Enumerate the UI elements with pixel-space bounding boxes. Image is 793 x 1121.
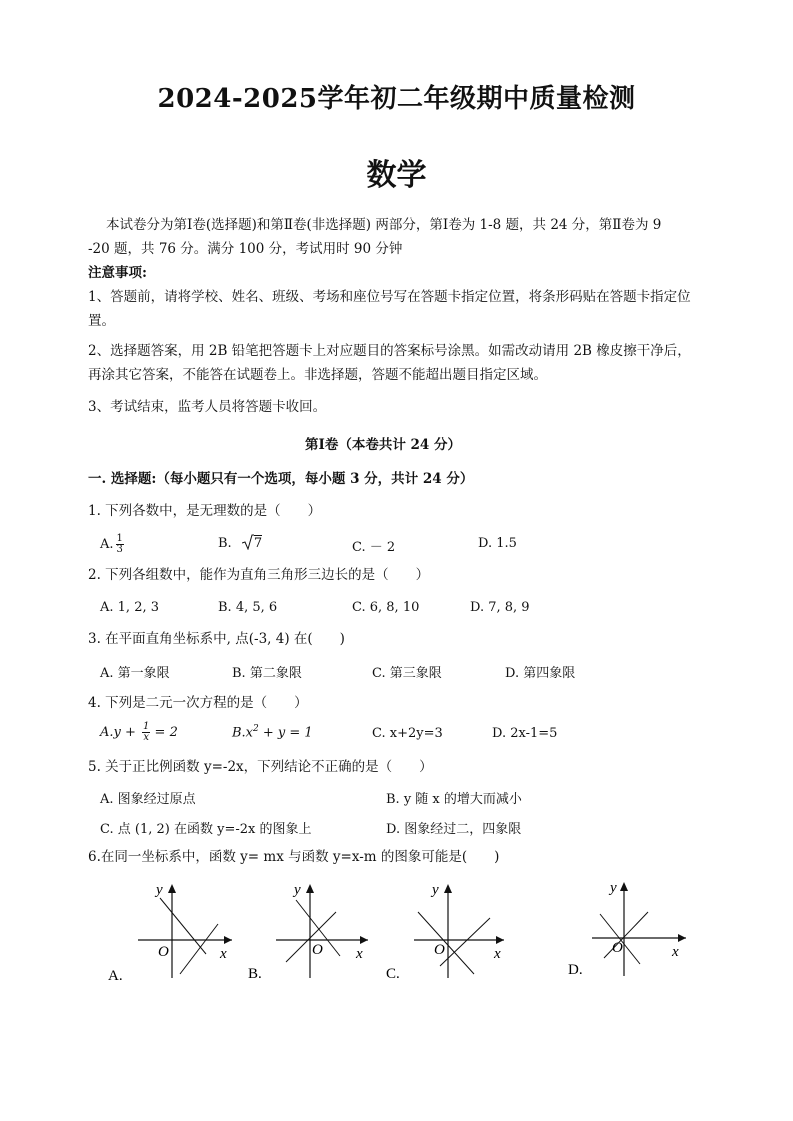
note-2-line-2: 再涂其它答案，不能答在试题卷上。非选择题，答题不能超出题目指定区域。 xyxy=(88,367,547,383)
origin-label: O xyxy=(434,942,445,958)
question-4-option-c: C. x+2y=3 xyxy=(372,726,443,741)
graph-b xyxy=(240,878,380,988)
origin-label: O xyxy=(312,942,323,958)
question-5-option-a: A. 图象经过原点 xyxy=(100,792,196,807)
note-1-line-1: 1、答题前，请将学校、姓名、班级、考场和座位号写在答题卡指定位置，将条形码贴在答题卡指定位 xyxy=(88,289,691,305)
subject-title: 数学 xyxy=(366,158,427,193)
note-1-line-2: 置。 xyxy=(88,313,115,329)
y-axis-label: y xyxy=(610,880,617,896)
question-3-option-d: D. 第四象限 xyxy=(505,666,576,681)
note-2-line-1: 2、选择题答案，用 2B 铅笔把答题卡上对应题目的答案标号涂黑。如需改动请用 2B 橡皮擦干净后， xyxy=(88,343,691,359)
question-3-option-c: C. 第三象限 xyxy=(372,666,442,681)
question-1-option-a: A. $\frac{1}{3}$ xyxy=(100,533,123,555)
question-2-option-d: D. 7, 8, 9 xyxy=(470,600,530,615)
question-5-option-c: C. 点 (1, 2) 在函数 y=-2x 的图象上 xyxy=(100,822,312,837)
intro-line-1: 本试卷分为第Ⅰ卷(选择题)和第Ⅱ卷(非选择题) 两部分，第Ⅰ卷为 1-8 题，共 24 分，第Ⅱ卷为 9 xyxy=(106,217,662,233)
question-1-option-c: C. － 2 xyxy=(352,540,396,555)
y-axis-label: y xyxy=(156,882,163,898)
x-axis-label: x xyxy=(494,946,501,962)
section-heading: 一. 选择题:（每小题只有一个选项，每小题 3 分，共计 24 分） xyxy=(88,471,474,487)
question-4-stem: 4. 下列是二元一次方程的是（ ） xyxy=(88,695,308,711)
question-5-option-b: B. y 随 x 的增大而减小 xyxy=(386,792,522,807)
question-2-option-b: B. 4, 5, 6 xyxy=(218,600,278,615)
y-axis-label: y xyxy=(432,882,439,898)
fraction: $\frac{1}{x}$ xyxy=(143,721,150,743)
question-1-option-b: B. 7 xyxy=(218,536,263,551)
part-title: 第Ⅰ卷（本卷共计 24 分） xyxy=(305,437,462,453)
question-3-option-a: A. 第一象限 xyxy=(100,666,170,681)
question-6-stem: 6.在同一坐标系中，函数 y= mx 与函数 y=x-m 的图象可能是( ) xyxy=(88,849,500,865)
graph-a xyxy=(100,878,240,988)
sqrt-icon xyxy=(242,534,254,550)
origin-label: O xyxy=(158,944,169,960)
question-4-option-d: D. 2x-1=5 xyxy=(492,726,558,741)
y-axis-label: y xyxy=(294,882,301,898)
page-title: 2024-2025学年初二年级期中质量检测 xyxy=(157,84,636,114)
question-4-option-a: A.y + $\frac{1}{x}$ = 2 xyxy=(100,721,178,743)
question-5-stem: 5. 关于正比例函数 y=-2x，下列结论不正确的是（ ） xyxy=(88,759,433,775)
graph-label: D. xyxy=(568,962,583,978)
question-1-option-d: D. 1.5 xyxy=(478,536,517,551)
question-3-stem: 3. 在平面直角坐标系中, 点(-3, 4) 在( ) xyxy=(88,631,345,647)
graph-d xyxy=(560,872,700,984)
question-5-option-d: D. 图象经过二，四象限 xyxy=(386,822,522,837)
fraction: $\frac{1}{3}$ xyxy=(116,533,123,555)
question-2-option-c: C. 6, 8, 10 xyxy=(352,600,420,615)
question-2-stem: 2. 下列各组数中，能作为直角三角形三边长的是（ ） xyxy=(88,567,430,583)
graph-c xyxy=(378,878,518,988)
notes-heading: 注意事项: xyxy=(88,265,147,281)
question-4-option-b: $B.x^2 + y = 1$ xyxy=(232,724,313,741)
graph-label: A. xyxy=(108,968,123,984)
question-2-option-a: A. 1, 2, 3 xyxy=(100,600,159,615)
x-axis-label: x xyxy=(672,944,679,960)
graph-label: C. xyxy=(386,966,400,982)
note-3: 3、考试结束，监考人员将答题卡收回。 xyxy=(88,399,327,415)
x-axis-label: x xyxy=(220,946,227,962)
intro-line-2: -20 题，共 76 分。满分 100 分，考试用时 90 分钟 xyxy=(88,241,403,257)
x-axis-label: x xyxy=(356,946,363,962)
question-1-stem: 1. 下列各数中，是无理数的是（ ） xyxy=(88,503,322,519)
question-3-option-b: B. 第二象限 xyxy=(232,666,302,681)
origin-label: O xyxy=(612,940,623,956)
graph-label: B. xyxy=(248,966,262,982)
